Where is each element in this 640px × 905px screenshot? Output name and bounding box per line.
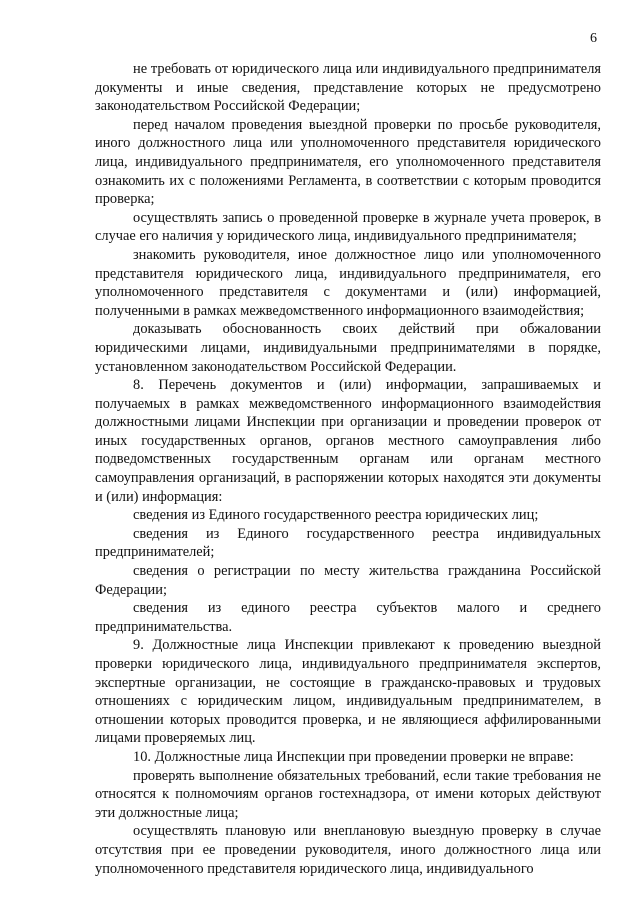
page-number: 6: [590, 31, 597, 46]
paragraph: сведения из Единого государственного реестра индивидуальных предпринимателей;: [95, 525, 601, 561]
paragraph: осуществлять плановую или внеплановую выездную проверку в случае отсутствия при ее проведении руководителя, иного должностного лица или уполномоченного представителя юридического лица, индивидуального: [95, 823, 601, 877]
paragraph: перед началом проведения выездной проверки по просьбе руководителя, иного должностного лица или уполномоченного представителя юридического лица, индивидуального предпринимателя, его уполномоченного представителя ознакомить их с положениями Регламента, в соответствии с которым проводится проверка;: [95, 116, 601, 208]
paragraph: знакомить руководителя, иное должностное лицо или уполномоченного представителя юридического лица, индивидуального предпринимателя, его уполномоченного представителя с документами и (или) информацией, полученными в рамках межведомственного информационного взаимодействия;: [95, 246, 601, 319]
paragraph: не требовать от юридического лица или индивидуального предпринимателя документы и иные сведения, представление которых не предусмотрено законодательством Российской Федерации;: [95, 61, 601, 115]
paragraph: проверять выполнение обязательных требований, если такие требования не относятся к полномочиям органов гостехнадзора, от имени которых действуют эти должностные лица;: [95, 767, 601, 821]
paragraph: осуществлять запись о проведенной проверке в журнале учета проверок, в случае его наличия у юридического лица, индивидуального предпринимателя;: [95, 209, 601, 245]
paragraph: 9. Должностные лица Инспекции привлекают к проведению выездной проверки юридического лица, индивидуального предпринимателя экспертов, экспертные организации, не состоящие в гражданско-правовых и трудовых отношениях с юридическим лицом, индивидуальным предпринимателем, в отношении которых проводится проверка, и не являющиеся аффилированными лицами проверяемых лиц.: [95, 637, 601, 747]
paragraph: доказывать обоснованность своих действий при обжаловании юридическими лицами, индивидуальными предпринимателями в порядке, установленном законодательством Российской Федерации.: [95, 321, 601, 375]
paragraph: сведения из Единого государственного реестра юридических лиц;: [133, 507, 539, 524]
document-body: [95, 60, 601, 878]
paragraph: сведения о регистрации по месту жительства гражданина Российской Федерации;: [95, 563, 601, 598]
paragraph: 8. Перечень документов и (или) информации, запрашиваемых и получаемых в рамках межведомственного информационного взаимодействия должностными лицами Инспекции при организации и проведении проверок от иных государственных органов, органов местного самоуправления либо подведомственных государственным органам или органам местного самоуправления организаций, в распоряжении которых находятся эти документы и (или) информация:: [95, 377, 601, 505]
paragraph: 10. Должностные лица Инспекции при проведении проверки не вправе:: [133, 748, 574, 765]
paragraph: сведения из единого реестра субъектов малого и среднего предпринимательства.: [95, 600, 601, 635]
